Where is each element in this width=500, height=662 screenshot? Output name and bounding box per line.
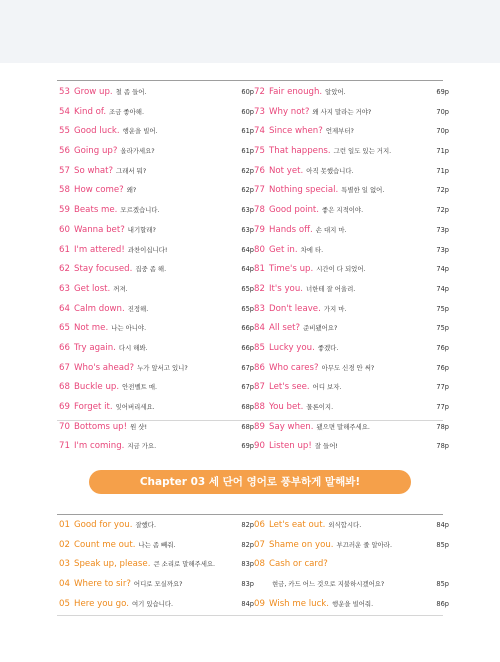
entry-phrase: [74, 264, 166, 274]
entry-korean: 준비됐어요?: [303, 324, 338, 333]
toc-entry[interactable]: [254, 596, 449, 616]
entry-korean: 어디로 모실까요?: [133, 580, 183, 589]
entry-english: Who's ahead?: [74, 362, 135, 373]
entry-korean: 올라가세요?: [120, 147, 155, 156]
entry-page: 70p: [436, 107, 449, 116]
entry-korean: 좋은 지적이야.: [322, 206, 364, 215]
entry-korean: 물론이지.: [306, 403, 334, 411]
entry-number: 64: [59, 303, 70, 314]
entry-page: 75p: [436, 324, 449, 333]
toc-entry[interactable]: [59, 222, 254, 242]
entry-phrase: [269, 205, 363, 215]
entry-page: 60p: [241, 107, 254, 116]
entry-number: 06: [254, 520, 265, 530]
entry-korean: 어디 보자.: [312, 383, 342, 392]
entry-english: So what?: [74, 165, 114, 176]
toc-entry[interactable]: [254, 242, 449, 262]
entry-phrase: [74, 87, 146, 97]
toc-entry[interactable]: [59, 360, 254, 380]
entry-korean: 왜 사지 말라는 거야?: [312, 107, 372, 116]
entry-korean: 과찬이십니다!: [127, 245, 168, 254]
toc-column-left: [59, 84, 254, 458]
entry-number: 56: [59, 146, 70, 157]
top-header-band: [0, 0, 500, 63]
entry-korean: 잘했다.: [135, 521, 156, 529]
entry-number: 70: [59, 421, 70, 432]
toc-entry[interactable]: [254, 281, 449, 301]
entry-english: Who cares?: [269, 362, 319, 373]
entry-page: 73p: [436, 245, 449, 254]
entry-english: Buckle up.: [74, 382, 120, 393]
entry-page: 69p: [436, 88, 449, 96]
entry-number: 09: [254, 598, 265, 609]
entry-number: 78: [254, 205, 265, 216]
entry-english: Listen up!: [269, 441, 312, 452]
entry-korean: 차에 타.: [300, 245, 324, 254]
entry-number: 08: [254, 559, 265, 570]
entry-page: 78p: [436, 422, 449, 431]
entry-korean: 잘 들어!: [314, 442, 338, 451]
toc-entry[interactable]: [254, 320, 449, 340]
toc-entry[interactable]: [254, 399, 449, 419]
entry-page: 65p: [241, 304, 254, 313]
entry-page: 85p: [436, 540, 449, 549]
entry-english: Count me out.: [74, 539, 136, 550]
entry-phrase: [269, 579, 384, 589]
entry-number: 60: [59, 224, 70, 235]
entry-korean: 아무도 신경 안 써?: [321, 363, 375, 372]
entry-number: 69: [59, 402, 70, 412]
entry-phrase: [74, 441, 156, 451]
entry-number: 75: [254, 146, 265, 157]
toc-entry[interactable]: [59, 517, 254, 537]
entry-page: 78p: [436, 442, 449, 451]
entry-english: Lucky you.: [269, 342, 315, 353]
entry-phrase: [269, 284, 355, 294]
entry-number: 77: [254, 185, 265, 196]
entry-korean: 특별한 일 없어.: [341, 186, 385, 195]
entry-page: 63p: [241, 225, 254, 234]
entry-page: 73p: [436, 225, 449, 234]
entry-number: 71: [59, 441, 70, 452]
entry-page: 64p: [241, 265, 254, 274]
entry-page: 63p: [241, 206, 254, 215]
entry-korean: 언제부터?: [325, 127, 354, 136]
entry-phrase: [269, 323, 337, 333]
chapter-column-left: [59, 517, 254, 615]
entry-english: Shame on you.: [269, 539, 334, 550]
entry-number: 79: [254, 224, 265, 235]
entry-korean: 모르겠습니다.: [120, 206, 160, 215]
entry-page: 86p: [436, 599, 449, 608]
toc-entry[interactable]: [59, 182, 254, 202]
chapter-top-rule: [57, 514, 443, 515]
toc-entry[interactable]: [59, 556, 254, 576]
entry-phrase: [269, 559, 331, 569]
toc-column-right: [254, 84, 449, 458]
entry-english: Not me.: [74, 323, 109, 334]
entry-english: Hands off.: [269, 224, 313, 235]
entry-english: Nothing special.: [269, 185, 339, 196]
entry-phrase: [269, 343, 338, 353]
toc-entry[interactable]: [59, 399, 254, 419]
entry-phrase: [74, 225, 156, 235]
entry-page: 77p: [436, 383, 449, 392]
entry-english: Time's up.: [269, 264, 314, 275]
entry-korean: 원 샷!: [130, 422, 148, 431]
entry-number: 05: [59, 598, 70, 609]
entry-page: 84p: [241, 599, 254, 608]
entry-english: Say when.: [269, 421, 314, 432]
entry-number: 86: [254, 362, 265, 373]
entry-page: 72p: [436, 186, 449, 195]
entry-number: 66: [59, 342, 70, 353]
entry-number: 02: [59, 539, 70, 550]
entry-phrase: [74, 185, 136, 195]
entry-phrase: [74, 323, 146, 333]
entry-phrase: [269, 87, 346, 97]
entry-number: 90: [254, 441, 265, 452]
entry-korean: 부끄러운 줄 알아라.: [336, 540, 393, 549]
entry-number: 57: [59, 165, 70, 176]
toc-entry[interactable]: [254, 163, 449, 183]
entry-phrase: [269, 185, 384, 195]
entry-english: Going up?: [74, 146, 118, 157]
section-bottom-rule: [57, 420, 443, 421]
entry-english: Good for you.: [74, 520, 133, 530]
entry-phrase: [74, 284, 128, 294]
toc-entry[interactable]: [59, 576, 254, 596]
toc-entry[interactable]: [254, 360, 449, 380]
entry-number: 72: [254, 87, 265, 97]
toc-entry[interactable]: [59, 242, 254, 262]
toc-entry[interactable]: [254, 340, 449, 360]
toc-entry[interactable]: [59, 320, 254, 340]
entry-page: 74p: [436, 265, 449, 274]
entry-english: Not yet.: [269, 165, 304, 176]
entry-phrase: [269, 146, 391, 156]
entry-korean: 조금 좋아해.: [109, 107, 144, 116]
entry-number: 62: [59, 264, 70, 275]
entry-number: 74: [254, 126, 265, 137]
toc-entry[interactable]: [59, 537, 254, 557]
toc-entry[interactable]: [59, 340, 254, 360]
entry-english: Bottoms up!: [74, 421, 128, 432]
entry-korean: 좋겠다.: [317, 343, 339, 352]
toc-entry[interactable]: [254, 537, 449, 557]
entry-page: 83p: [241, 580, 254, 589]
entry-phrase: [74, 382, 157, 392]
entry-number: 88: [254, 402, 265, 412]
entry-korean: 시간이 다 되었어.: [316, 265, 366, 274]
entry-number: 73: [254, 106, 265, 117]
entry-korean: 행운을 빌어줘.: [332, 599, 374, 608]
entry-page: 82p: [241, 540, 254, 549]
entry-page: 71p: [436, 166, 449, 175]
entry-english: Why not?: [269, 106, 310, 117]
entry-english: Let's see.: [269, 382, 310, 393]
entry-number: 81: [254, 264, 265, 275]
toc-entry[interactable]: [59, 596, 254, 616]
chapter-banner: Chapter 03 세 단어 영어로 풍부하게 말해봐!: [89, 470, 411, 494]
entry-phrase: [74, 166, 146, 176]
entry-number: 04: [59, 579, 70, 590]
entry-korean: 행운을 빌어.: [122, 127, 158, 136]
entry-english: Try again.: [74, 342, 116, 353]
entry-korean: 안전벨트 매.: [122, 383, 158, 392]
entry-english: Good point.: [269, 205, 320, 216]
entry-page: 62p: [241, 186, 254, 195]
entry-phrase: [269, 382, 341, 392]
entry-phrase: [74, 126, 158, 136]
toc-entry[interactable]: [254, 84, 449, 104]
entry-phrase: [269, 363, 374, 373]
entry-page: 60p: [241, 88, 254, 96]
entry-korean: 아직 못했습니다.: [306, 166, 354, 175]
entry-english: That happens.: [269, 146, 331, 157]
toc-entry[interactable]: [59, 261, 254, 281]
entry-number: 03: [59, 559, 70, 570]
entry-page: 82p: [241, 521, 254, 529]
entry-number: 85: [254, 342, 265, 353]
toc-entry[interactable]: [254, 301, 449, 321]
entry-phrase: [74, 107, 144, 117]
entry-phrase: [74, 422, 147, 432]
toc-entry[interactable]: [59, 104, 254, 124]
entry-korean: 큰 소리로 말해주세요.: [153, 560, 216, 569]
entry-phrase: [269, 540, 392, 550]
entry-korean: 너한테 잘 어울려.: [306, 284, 356, 293]
entry-korean: 철 좀 들어.: [115, 88, 147, 96]
entry-korean: 집중 좀 해.: [135, 265, 167, 274]
entry-page: 61p: [241, 147, 254, 156]
entry-phrase: [269, 107, 371, 117]
toc-entry[interactable]: [59, 143, 254, 163]
entry-phrase: [269, 264, 366, 274]
entry-korean: 나는 아니야.: [111, 324, 147, 333]
entry-page: 71p: [436, 147, 449, 156]
section-top-rule: [57, 80, 443, 81]
toc-entry[interactable]: [254, 556, 449, 576]
toc-entry[interactable]: [59, 123, 254, 143]
entry-phrase: [269, 441, 338, 451]
toc-entry[interactable]: [59, 281, 254, 301]
entry-english: Forget it.: [74, 402, 113, 412]
entry-page: 66p: [241, 343, 254, 352]
entry-page: 77p: [436, 403, 449, 411]
entry-korean: 지금 가요.: [127, 442, 157, 451]
toc-entry[interactable]: [254, 222, 449, 242]
entry-page: 67p: [241, 383, 254, 392]
entry-korean: 내기할래?: [127, 225, 156, 234]
entry-korean: 다시 해봐.: [118, 343, 148, 352]
entry-number: 89: [254, 421, 265, 432]
entry-korean: 현금, 카드 어느 것으로 지불하시겠어요?: [272, 580, 385, 589]
entry-english: It's you.: [269, 283, 303, 294]
entry-english: Don't leave.: [269, 303, 321, 314]
chapter-column-right: [254, 517, 449, 615]
entry-korean: 여기 있습니다.: [131, 599, 174, 608]
toc-entry[interactable]: [254, 419, 449, 439]
entry-korean: 진정해.: [127, 304, 149, 313]
entry-english: Speak up, please.: [74, 559, 151, 570]
entry-phrase: [269, 245, 323, 255]
entry-phrase: [74, 146, 155, 156]
entry-page: 76p: [436, 363, 449, 372]
toc-entry[interactable]: [59, 419, 254, 439]
entry-english: Since when?: [269, 126, 323, 137]
entry-english: Kind of.: [74, 106, 107, 117]
entry-phrase: [74, 599, 173, 609]
entry-page: 62p: [241, 166, 254, 175]
toc-entry[interactable]: [59, 438, 254, 458]
entry-english: Good luck.: [74, 126, 120, 137]
entry-phrase: [269, 599, 373, 609]
entry-page: 67p: [241, 363, 254, 372]
entry-korean: 손 대지 마.: [315, 225, 347, 234]
entry-phrase: [74, 520, 156, 530]
toc-entry[interactable]: [254, 143, 449, 163]
entry-number: 53: [59, 87, 70, 97]
entry-english: I'm attered!: [74, 244, 125, 255]
entry-page: 68p: [241, 422, 254, 431]
entry-korean: 그런 일도 있는 거지.: [333, 147, 392, 156]
toc-entry[interactable]: [59, 163, 254, 183]
entry-page: 64p: [241, 245, 254, 254]
entry-english: Wish me luck.: [269, 598, 330, 609]
entry-number: 83: [254, 303, 265, 314]
entry-number: 65: [59, 323, 70, 334]
entry-number: 59: [59, 205, 70, 216]
entry-phrase: [269, 402, 333, 412]
entry-english: Let's eat out.: [269, 520, 326, 530]
entry-korean: 알았어.: [325, 88, 346, 96]
entry-number: 63: [59, 283, 70, 294]
entry-number: 82: [254, 283, 265, 294]
entry-page: 76p: [436, 343, 449, 352]
toc-entry[interactable]: [254, 123, 449, 143]
entry-number: 84: [254, 323, 265, 334]
toc-entry[interactable]: [59, 84, 254, 104]
entry-number: 07: [254, 539, 265, 550]
toc-entry[interactable]: [59, 202, 254, 222]
entry-page: 65p: [241, 284, 254, 293]
entry-phrase: [74, 540, 175, 550]
toc-entry[interactable]: [59, 301, 254, 321]
chapter-bottom-rule: [57, 615, 443, 616]
entry-page: 69p: [241, 442, 254, 451]
entry-number: 54: [59, 106, 70, 117]
entry-english: Get in.: [269, 244, 298, 255]
entry-english: Stay focused.: [74, 264, 133, 275]
toc-entry[interactable]: [254, 104, 449, 124]
entry-english: Grow up.: [74, 87, 113, 97]
entry-phrase: [269, 126, 354, 136]
entry-phrase: [74, 245, 167, 255]
entry-page: 75p: [436, 304, 449, 313]
entry-english: Where to sir?: [74, 579, 131, 590]
entry-korean: 외식합시다.: [328, 521, 362, 529]
entry-number: 76: [254, 165, 265, 176]
entry-english: Here you go.: [74, 598, 129, 609]
entry-korean: 꺼져.: [113, 284, 128, 293]
entry-korean: 잊어버리세요.: [115, 403, 155, 411]
entry-page: 72p: [436, 206, 449, 215]
entry-number: 67: [59, 362, 70, 373]
entry-number: 80: [254, 244, 265, 255]
entry-korean: 됐으면 말해주세요.: [316, 422, 370, 431]
entry-page: 61p: [241, 127, 254, 136]
entry-number: 61: [59, 244, 70, 255]
entry-phrase: [269, 166, 354, 176]
entry-number: 68: [59, 382, 70, 393]
entry-english: How come?: [74, 185, 124, 196]
entry-korean: 그래서 뭐?: [116, 166, 147, 175]
entry-number: 87: [254, 382, 265, 393]
entry-page: 85p: [436, 580, 449, 589]
toc-entry[interactable]: [59, 379, 254, 399]
entry-phrase: [74, 343, 148, 353]
toc-entry[interactable]: [254, 576, 449, 596]
entry-page: 83p: [241, 560, 254, 569]
entry-phrase: [74, 559, 215, 569]
entry-number: 58: [59, 185, 70, 196]
toc-entry[interactable]: [254, 261, 449, 281]
entry-phrase: [74, 205, 160, 215]
entry-number: 01: [59, 520, 70, 530]
entry-english: Get lost.: [74, 283, 111, 294]
entry-korean: 왜?: [126, 186, 137, 195]
entry-page: 66p: [241, 324, 254, 333]
toc-entry[interactable]: [254, 182, 449, 202]
entry-page: 68p: [241, 403, 254, 411]
entry-page: 74p: [436, 284, 449, 293]
toc-entry[interactable]: [254, 379, 449, 399]
entry-english: Fair enough.: [269, 87, 323, 97]
entry-english: I'm coming.: [74, 441, 125, 452]
entry-english: Cash or card?: [269, 559, 328, 570]
toc-entry[interactable]: [254, 202, 449, 222]
entry-number: 55: [59, 126, 70, 137]
entry-english: You bet.: [269, 402, 304, 412]
entry-phrase: [269, 422, 370, 432]
entry-phrase: [74, 304, 148, 314]
toc-entry[interactable]: [254, 517, 449, 537]
entry-phrase: [74, 363, 188, 373]
entry-english: All set?: [269, 323, 301, 334]
entry-page: 70p: [436, 127, 449, 136]
entry-korean: 가지 마.: [323, 304, 347, 313]
entry-phrase: [74, 579, 183, 589]
toc-entry[interactable]: [254, 438, 449, 458]
entry-english: Calm down.: [74, 303, 125, 314]
entry-english: Beats me.: [74, 205, 118, 216]
entry-page: 84p: [436, 521, 449, 529]
entry-phrase: [269, 225, 347, 235]
entry-phrase: [74, 402, 155, 412]
entry-korean: 누가 앞서고 있니?: [137, 363, 188, 372]
entry-english: Wanna bet?: [74, 224, 125, 235]
entry-phrase: [269, 520, 361, 530]
entry-phrase: [269, 304, 346, 314]
entry-korean: 나는 좀 빼줘.: [138, 540, 176, 549]
